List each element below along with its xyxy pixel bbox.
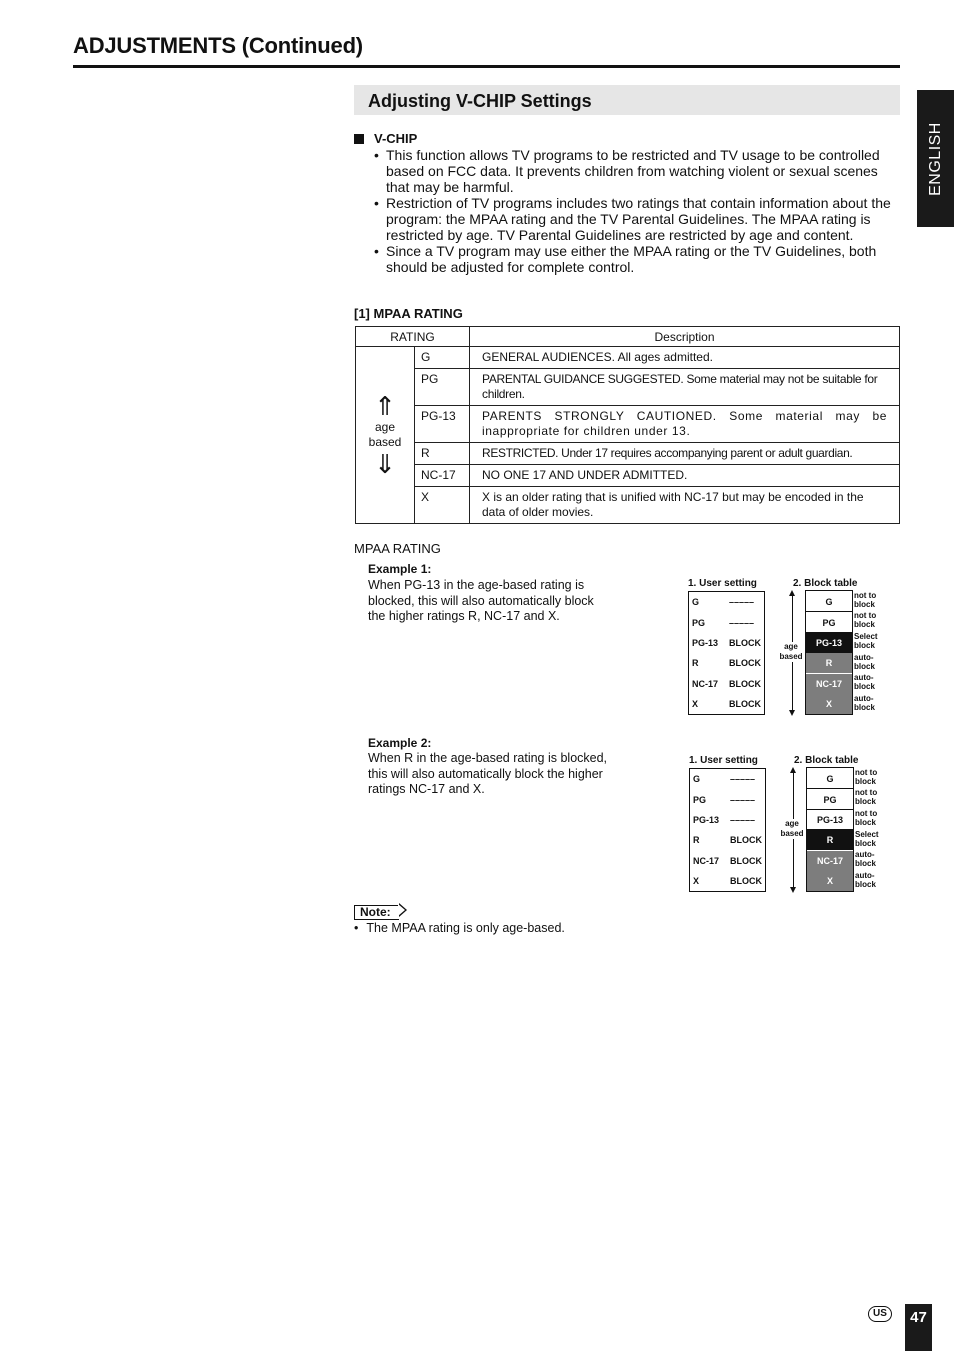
section-bar — [354, 85, 900, 115]
bullet-item: • Restriction of TV programs includes two ratings that contain information about the program: the MPAA rating and the TV Parental Guidelines. The MPAA rating is restricted by age. TV Parental Guidelines are restricted by age and content. — [374, 195, 900, 243]
block-cell-auto-blocked: R — [806, 653, 852, 673]
block-note: not to block — [855, 788, 878, 806]
based-word: based — [779, 652, 803, 661]
age-label: age — [374, 420, 396, 434]
double-arrow-up-icon: ⇑ — [374, 391, 396, 421]
user-row-setting: ––––– — [730, 774, 756, 784]
block-note: not to block — [855, 768, 878, 786]
mpaa-rating-table — [355, 326, 900, 524]
user-row-code: PG-13 — [692, 638, 719, 648]
region-badge: US — [868, 1306, 892, 1322]
block-note: Select block — [854, 632, 878, 650]
age-based-indicator — [356, 347, 415, 524]
user-row — [693, 815, 765, 827]
user-row-setting: ––––– — [729, 618, 755, 628]
block-cell-not-blocked: G — [807, 769, 853, 789]
user-setting-header: 1. User setting — [688, 578, 757, 589]
user-row-code: R — [692, 658, 699, 668]
bullet-item: • This function allows TV programs to be restricted and TV usage to be controlled based on FCC data. It prevents children from watching violent or sexual scenes that may be harmful. — [374, 147, 900, 195]
user-row-code: X — [692, 699, 699, 709]
block-note: auto-block — [855, 871, 876, 889]
description-cell: PARENTS STRONGLY CAUTIONED. Some material may be inappropriate for children under 13. — [470, 406, 900, 443]
user-setting-box — [689, 768, 766, 892]
user-row-code: PG — [692, 618, 706, 628]
table-header-row — [356, 327, 900, 347]
language-label: ENGLISH — [926, 121, 944, 196]
user-row-code: X — [693, 876, 700, 886]
block-cell-auto-blocked: NC-17 — [806, 674, 852, 694]
bullet-icon: • — [354, 921, 359, 935]
rating-cell: R — [415, 443, 470, 465]
table-row — [356, 347, 900, 369]
section-title: Adjusting V-CHIP Settings — [368, 91, 592, 111]
user-row-code: PG — [693, 795, 707, 805]
table-row — [356, 465, 900, 487]
table-row — [356, 443, 900, 465]
user-row-setting: BLOCK — [730, 835, 762, 845]
note-arrow-icon — [399, 903, 407, 917]
user-row-setting: ––––– — [730, 815, 756, 825]
description-cell: NO ONE 17 AND UNDER ADMITTED. — [470, 465, 900, 487]
user-row-setting: BLOCK — [730, 876, 762, 886]
description-cell: GENERAL AUDIENCES. All ages admitted. — [470, 347, 900, 369]
note-body: The MPAA rating is only age-based. — [366, 921, 565, 935]
double-arrow-down-icon: ⇓ — [374, 449, 396, 479]
based-word: based — [780, 829, 804, 838]
block-note: auto-block — [854, 673, 875, 691]
block-note: auto-block — [854, 694, 875, 712]
block-table-header: 2. Block table — [793, 578, 858, 589]
title-rule — [73, 65, 900, 68]
example-2-title: Example 2: — [368, 736, 432, 750]
user-row-code: NC-17 — [693, 856, 720, 866]
block-note: Select block — [855, 830, 879, 848]
rating-cell: G — [415, 347, 470, 369]
page-number: 47 — [905, 1304, 932, 1351]
bullet-item: • Since a TV program may use either the MPAA rating or the TV Guidelines, both should be adjusted for complete control. — [374, 243, 900, 275]
user-row — [692, 597, 764, 609]
square-bullet-icon — [354, 134, 364, 144]
user-setting-header: 1. User setting — [689, 755, 758, 766]
table-row — [356, 487, 900, 524]
example-2-text: When R in the age-based rating is blocked, this will also automatically block the higher ratings NC-17 and X. — [368, 751, 608, 796]
user-row — [693, 774, 765, 786]
user-row — [692, 638, 764, 650]
example-1-title: Example 1: — [368, 562, 432, 576]
language-tab — [917, 90, 954, 227]
block-cell-selected: PG-13 — [806, 633, 852, 653]
user-row-setting: BLOCK — [729, 679, 761, 689]
user-row-code: PG-13 — [693, 815, 720, 825]
user-row-setting: BLOCK — [729, 638, 761, 648]
example-2-diagram — [689, 755, 894, 895]
table-row — [356, 369, 900, 406]
user-row-code: G — [692, 597, 700, 607]
example-1-text: When PG-13 in the age-based rating is blocked, this will also automatically block the higher ratings R, NC-17 and X. — [368, 578, 594, 623]
user-setting-box — [688, 591, 765, 715]
note-text — [354, 921, 565, 935]
user-row — [692, 658, 764, 670]
note-label: Note: — [354, 905, 399, 920]
rating-cell: NC-17 — [415, 465, 470, 487]
user-row — [693, 856, 765, 868]
table-row — [356, 406, 900, 443]
age-based-label — [777, 819, 807, 839]
block-cell-auto-blocked: X — [807, 871, 853, 891]
based-label: based — [368, 435, 402, 449]
vchip-heading-text: V-CHIP — [374, 131, 418, 146]
block-note: auto-block — [855, 850, 876, 868]
block-cell-not-blocked: PG — [807, 790, 853, 810]
description-column-header: Description — [470, 327, 900, 347]
block-cell-selected: R — [807, 830, 853, 850]
age-word: age — [785, 819, 799, 828]
user-row — [692, 618, 764, 630]
block-note: auto-block — [854, 653, 875, 671]
user-row — [693, 835, 765, 847]
user-row-setting: BLOCK — [729, 658, 761, 668]
block-cell-auto-blocked: X — [806, 694, 852, 714]
user-row — [693, 876, 765, 888]
block-cell-not-blocked: PG — [806, 613, 852, 633]
block-cell-not-blocked: PG-13 — [807, 810, 853, 830]
block-table-column — [806, 767, 854, 892]
block-cell-not-blocked: G — [806, 592, 852, 612]
vchip-heading — [354, 131, 417, 146]
block-note: not to block — [855, 809, 878, 827]
examples-label: MPAA RATING — [354, 541, 441, 556]
user-row-setting: ––––– — [730, 795, 756, 805]
rating-column-header: RATING — [356, 327, 470, 347]
user-row — [692, 679, 764, 691]
block-table-column — [805, 590, 853, 715]
user-row-code: NC-17 — [692, 679, 719, 689]
block-cell-auto-blocked: NC-17 — [807, 851, 853, 871]
user-row-setting: BLOCK — [730, 856, 762, 866]
block-note: not to block — [854, 591, 877, 609]
user-row — [693, 795, 765, 807]
block-table-header: 2. Block table — [794, 755, 859, 766]
note-tag — [354, 903, 399, 918]
user-row-setting: BLOCK — [729, 699, 761, 709]
user-row-code: R — [693, 835, 700, 845]
user-row-setting: ––––– — [729, 597, 755, 607]
description-cell: PARENTAL GUIDANCE SUGGESTED. Some material may not be suitable for children. — [470, 369, 900, 406]
page-title: ADJUSTMENTS (Continued) — [73, 33, 363, 58]
mpaa-heading: [1] MPAA RATING — [354, 306, 463, 321]
rating-cell: X — [415, 487, 470, 524]
description-cell: RESTRICTED. Under 17 requires accompanying parent or adult guardian. — [470, 443, 900, 465]
user-row-code: G — [693, 774, 701, 784]
age-word: age — [784, 642, 798, 651]
example-1-diagram — [688, 578, 893, 718]
age-based-label — [776, 642, 806, 662]
description-cell: X is an older rating that is unified with NC-17 but may be encoded in the data of older movies. — [470, 487, 900, 524]
rating-cell: PG — [415, 369, 470, 406]
rating-cell: PG-13 — [415, 406, 470, 443]
vchip-bullets — [374, 147, 900, 275]
block-note: not to block — [854, 611, 877, 629]
user-row — [692, 699, 764, 711]
